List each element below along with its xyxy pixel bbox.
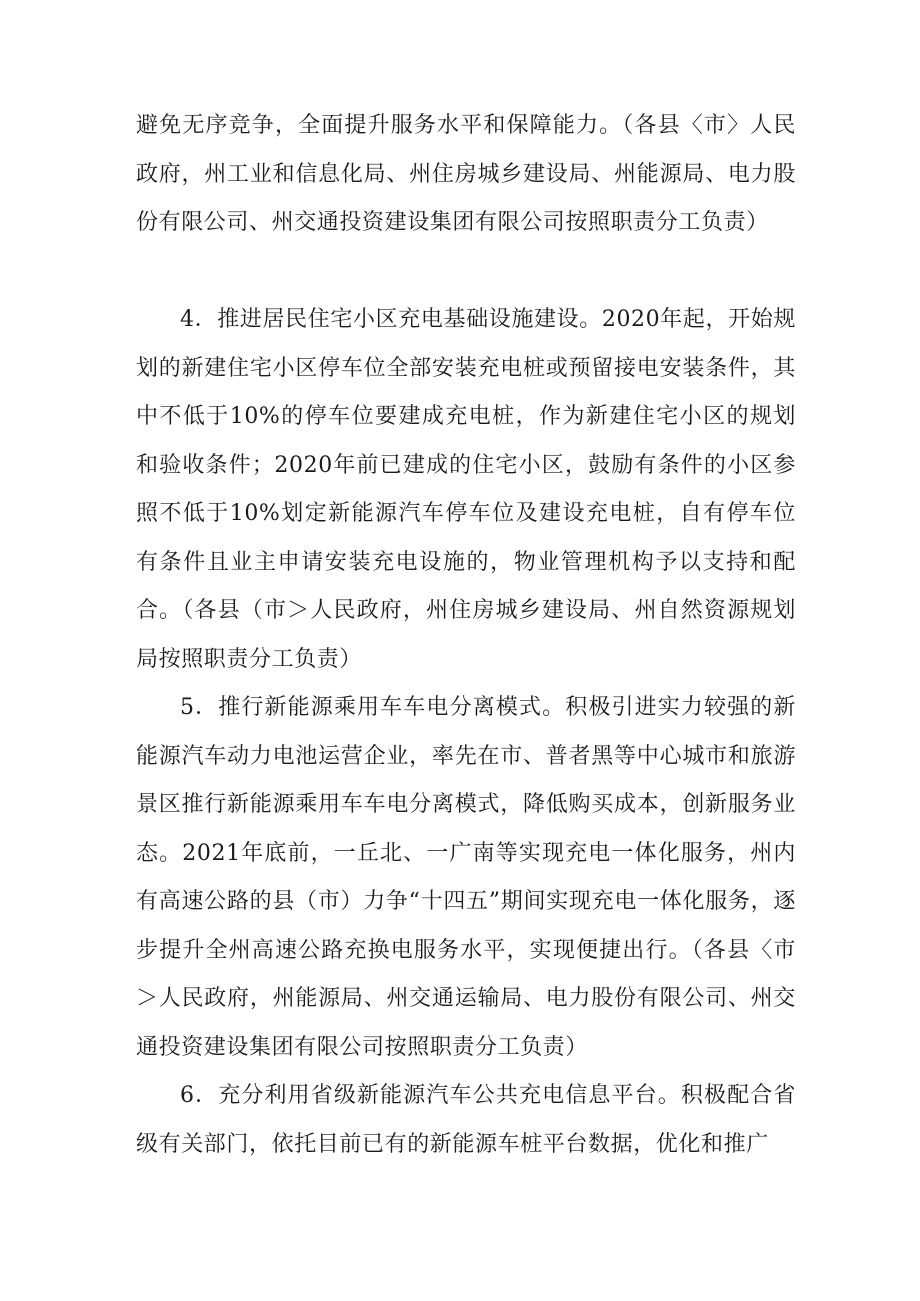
paragraph-continuation: 避免无序竞争，全面提升服务水平和保障能力。（各县〈市〉人民政府，州工业和信息化局、州住房城乡建设局、州能源局、电力股份有限公司、州交通投资建设集团有限公司按照职责分工负责） [136,113,796,235]
paragraph-item-5: 5．推行新能源乘用车车电分离模式。积极引进实力较强的新能源汽车动力电池运营企业，率先在市、普者黑等中心城市和旅游景区推行新能源乘用车车电分离模式，降低购买成本，创新服务业态。2021年底前，一丘北、一广南等实现充电一体化服务，州内有高速公路的县（市）力争“十四五”期间实现充电一体化服务，逐步提升全州高速公路充换电服务水平，实现便捷出行。（各县〈市＞人民政府，州能源局、州交通运输局、电力股份有限公司、州交通投资建设集团有限公司按照职责分工负责） [136,695,796,1060]
paragraph-item-4: 4．推进居民住宅小区充电基础设施建设。2020年起，开始规划的新建住宅小区停车位全部安装充电桩或预留接电安装条件，其中不低于10%的停车位要建成充电桩，作为新建住宅小区的规划和验收条件；2020年前已建成的住宅小区，鼓励有条件的小区参照不低于10%划定新能源汽车停车位及建设充电桩，自有停车位有条件且业主申请安装充电设施的，物业管理机构予以支持和配合。（各县（市＞人民政府，州住房城乡建设局、州自然资源规划局按照职责分工负责） [136,307,796,672]
paragraph-item-6: 6．充分利用省级新能源汽车公共充电信息平台。积极配合省级有关部门，依托目前已有的新能源车桩平台数据，优化和推广 [136,1083,796,1157]
